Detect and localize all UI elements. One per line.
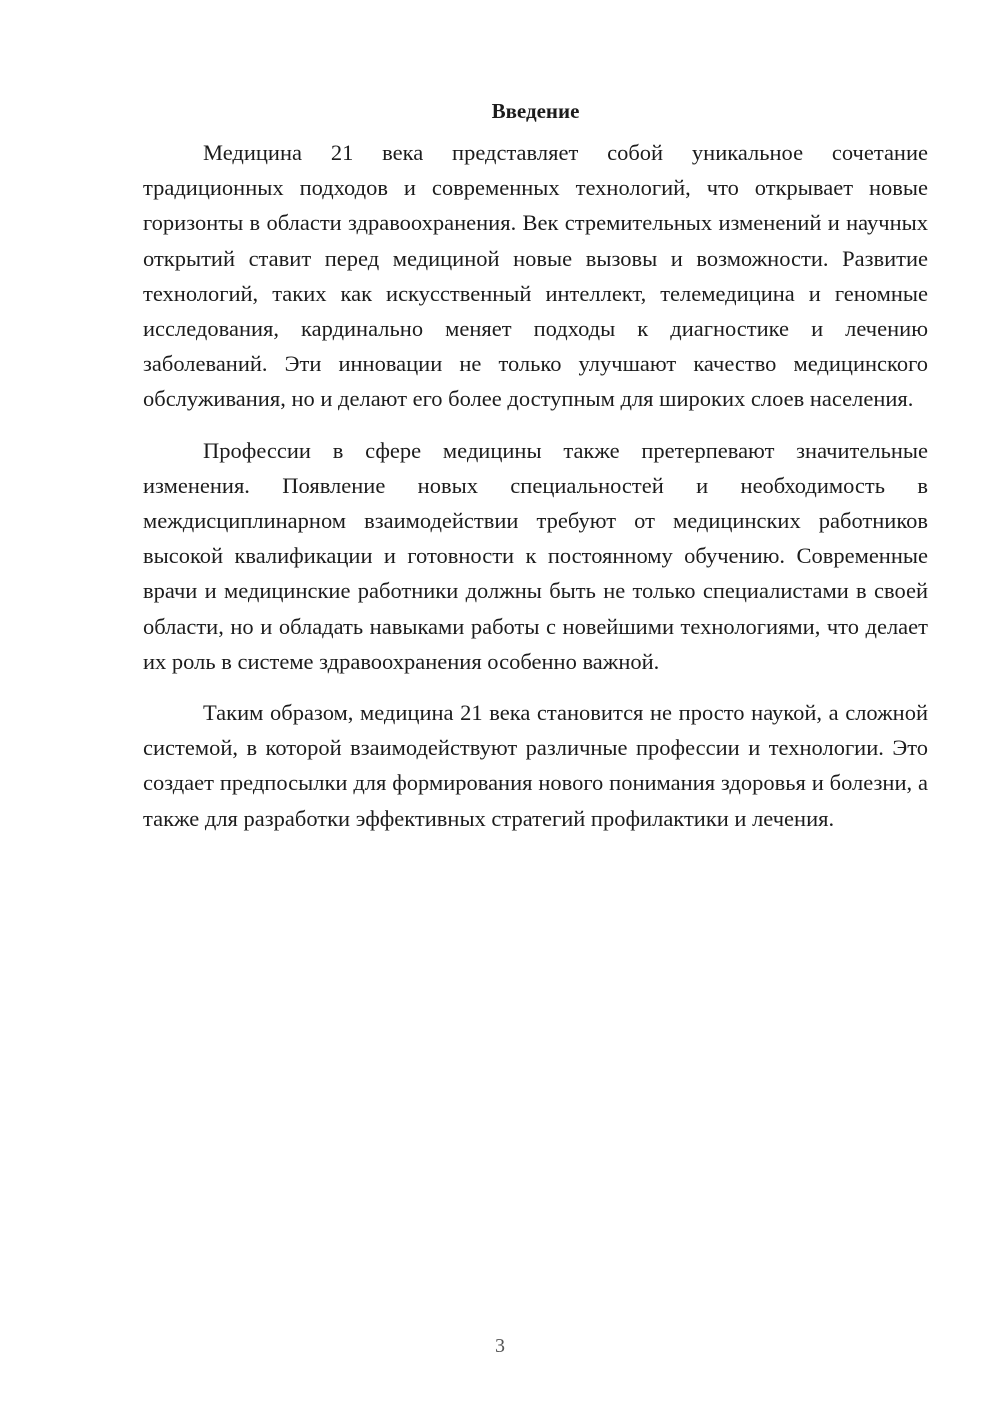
page-content: [143, 94, 928, 852]
paragraph-1: Медицина 21 века представляет собой уникальное сочетание традиционных подходов и современных технологий, что открывает новые горизонты в области здравоохранения. Век стремительных изменений и научных открытий ставит перед медициной новые вызовы и возможности. Развитие технологий, таких как искусственный интеллект, телемедицина и геномные исследования, кардинально меняет подходы к диагностике и лечению заболеваний. Эти инновации не только улучшают качество медицинского обслуживания, но и делают его более доступным для широких слоев населения.: [143, 140, 928, 412]
page-number: 3: [495, 1335, 505, 1357]
paragraph-3: Таким образом, медицина 21 века становится не просто наукой, а сложной системой, в которой взаимодействуют различные профессии и технологии. Это создает предпосылки для формирования нового понимания здоровья и болезни, а также для разработки эффективных стратегий профилактики и лечения.: [143, 700, 928, 831]
paragraph-2: Профессии в сфере медицины также претерпевают значительные изменения. Появление новых специальностей и необходимость в междисциплинарном взаимодействии требуют от медицинских работников высокой квалификации и готовности к постоянному обучению. Современные врачи и медицинские работники должны быть не только специалистами в своей области, но и обладать навыками работы с новейшими технологиями, что делает их роль в системе здравоохранения особенно важной.: [143, 437, 928, 674]
section-title: Введение: [491, 99, 580, 123]
